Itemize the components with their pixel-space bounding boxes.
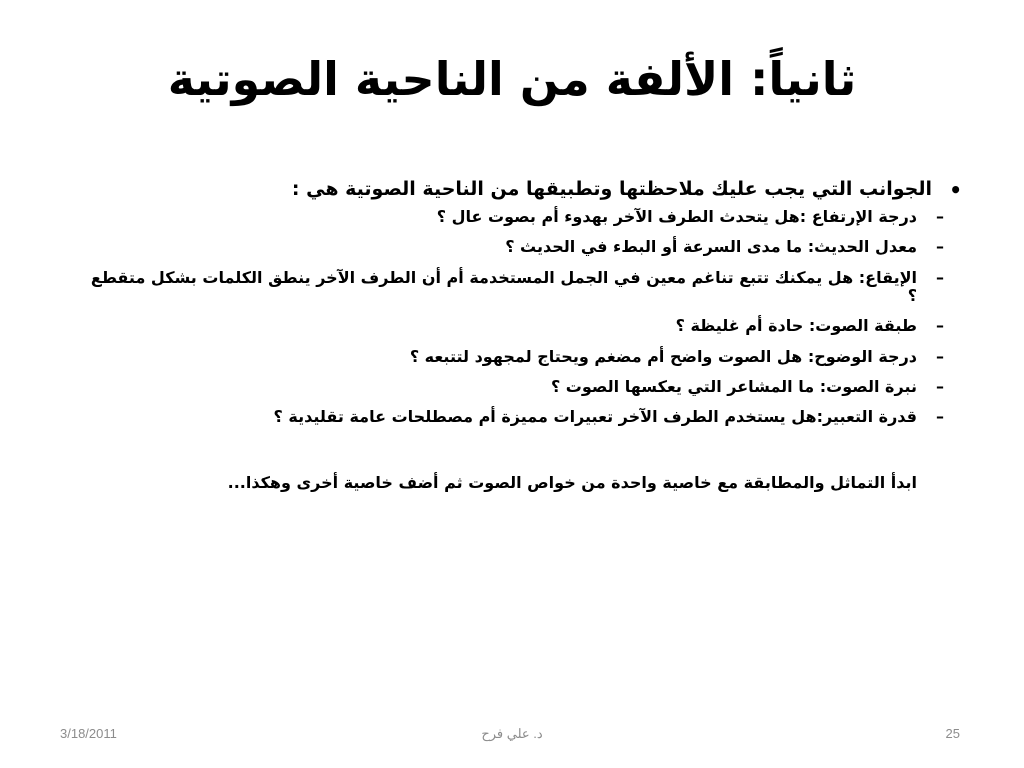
sub-item-text: معدل الحديث: ما مدى السرعة أو البطء في الحديث ؟ [505,237,917,257]
dash-marker: – [936,316,944,336]
closing-note: ابدأ التماثل والمطابقة مع خاصية واحدة من خواص الصوت ثم أضف خاصية أخرى وهكذا... [227,472,917,492]
dash-marker: – [936,407,944,427]
main-bullet-text: الجوانب التي يجب عليك ملاحظتها وتطبيقها من الناحية الصوتية هي : [291,178,932,200]
footer-author: د. علي فرح [481,726,543,741]
footer-date: 3/18/2011 [60,726,117,741]
dash-marker: – [936,377,944,397]
slide-content [82,178,962,492]
sub-item-pitch [82,208,962,226]
slide-title: ثانياً: الألفة من الناحية الصوتية [167,52,857,106]
sub-item-text: درجة الإرتفاع :هل يتحدث الطرف الآخر بهدوء أم بصوت عال ؟ [436,206,917,226]
sub-item-text: طبقة الصوت: حادة أم غليظة ؟ [675,316,917,336]
sub-item-text: قدرة التعبير:هل يستخدم الطرف الآخر تعبيرات مميزة أم مصطلحات عامة تقليدية ؟ [273,407,917,427]
sub-bullet-list [82,208,962,427]
sub-item-intonation [82,378,962,396]
footer-page-number: 25 [945,726,960,741]
dash-marker: – [936,237,944,257]
sub-item-expression [82,408,962,426]
sub-item-text: درجة الوضوح: هل الصوت واضح أم مضغم ويحتاج لمجهود لتتبعه ؟ [409,346,917,366]
bullet-marker: • [949,178,962,202]
dash-marker: – [936,267,944,287]
sub-item-tone [82,317,962,335]
sub-item-clarity [82,348,962,366]
dash-marker: – [936,206,944,226]
main-bullet [82,178,962,202]
sub-item-rate [82,238,962,256]
sub-item-rhythm [82,269,962,306]
sub-item-text: الإيقاع: هل يمكنك تتبع تناغم معين في الجمل المستخدمة أم أن الطرف الآخر ينطق الكلمات بشكل متقطع ؟ [90,267,917,305]
dash-marker: – [936,346,944,366]
sub-item-text: نبرة الصوت: ما المشاعر التي يعكسها الصوت ؟ [550,377,917,397]
